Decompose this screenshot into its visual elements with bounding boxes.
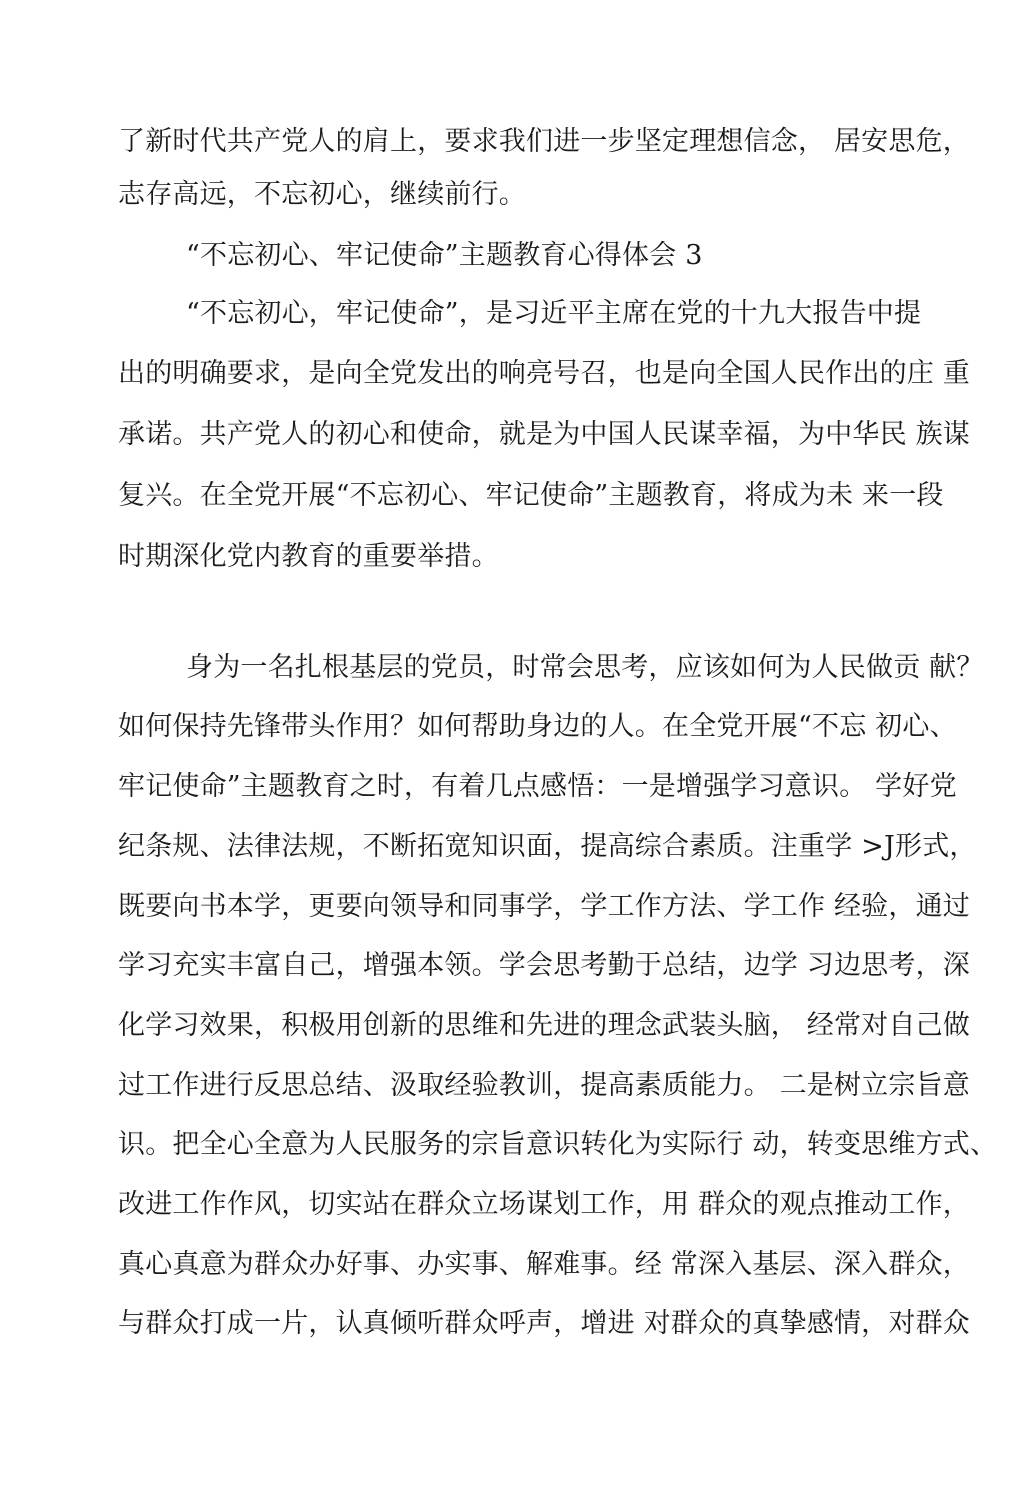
text-line: 改进工作作风，切实站在群众立场谋划工作，用 群众的观点推动工作， [118,1189,970,1220]
text-line: 承诺。共产党人的初心和使命，就是为中国人民谋幸福，为中华民 族谋 [118,419,970,450]
text-line: 过工作进行反思总结、汲取经验教训，提高素质能力。 二是树立宗旨意 [118,1070,970,1101]
text-line: 识。把全心全意为人民服务的宗旨意识转化为实际行 动，转变思维方式、 [118,1129,998,1160]
text-line: 志存高远，不忘初心，继续前行。 [118,179,526,210]
text-line: 既要向书本学，更要向领导和同事学，学工作方法、学工作 经验，通过 [118,891,970,922]
text-line: 与群众打成一片，认真倾听群众呼声，增进 对群众的真挚感情，对群众 [118,1308,970,1339]
text-line: “不忘初心，牢记使命”，是习近平主席在党的十九大报告中提 [186,298,922,329]
text-line: 纪条规、法律法规，不断拓宽知识面，提高综合素质。注重学 >J形式， [118,831,977,862]
text-line: 牢记使命”主题教育之时，有着几点感悟：一是增强学习意识。 学好党 [118,771,957,802]
text-line: 了新时代共产党人的肩上，要求我们进一步坚定理想信念， 居安思危， [118,126,970,157]
text-line: 如何保持先锋带头作用？如何帮助身边的人。在全党开展“不忘 初心、 [118,711,957,742]
section-heading: “不忘初心、牢记使命”主题教育心得体会 3 [186,240,703,271]
text-line: 时期深化党内教育的重要举措。 [118,541,499,572]
text-line: 真心真意为群众办好事、办实事、解难事。经 常深入基层、深入群众， [118,1249,970,1280]
text-line: 化学习效果，积极用创新的思维和先进的理念武装头脑， 经常对自己做 [118,1010,970,1041]
text-line: 复兴。在全党开展“不忘初心、牢记使命”主题教育，将成为未 来一段 [118,480,944,511]
text-line: 身为一名扎根基层的党员，时常会思考，应该如何为人民做贡 献？ [186,652,984,683]
text-line: 学习充实丰富自己，增强本领。学会思考勤于总结，边学 习边思考，深 [118,950,970,981]
text-line: 出的明确要求，是向全党发出的响亮号召，也是向全国人民作出的庄 重 [118,358,970,389]
